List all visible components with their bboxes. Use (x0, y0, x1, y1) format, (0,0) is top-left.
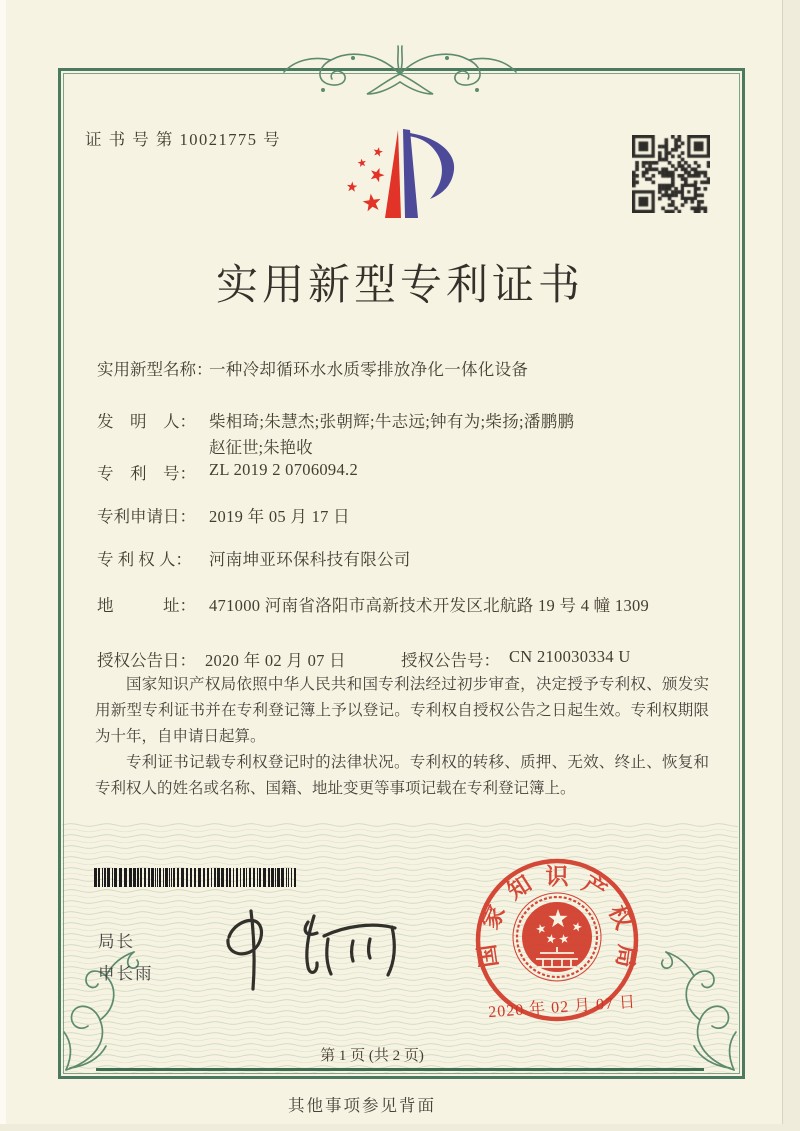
legal-text (95, 672, 709, 802)
grant-number-label: 授权公告号： (401, 651, 500, 670)
scan-edge-left (0, 0, 6, 1131)
field-label: 专利申请日： (97, 507, 196, 526)
field-value: 471000 河南省洛阳市高新技术开发区北航路 19 号 4 幢 1309 (209, 596, 650, 615)
field-label: 实用新型名称： (97, 360, 213, 379)
page-number: 第 1 页 (共 2 页) (320, 1048, 424, 1064)
logo-blue-bar (403, 129, 418, 218)
grant-date-row (97, 647, 346, 671)
barcode (94, 868, 300, 887)
field-label: 发 明 人： (97, 412, 196, 431)
field-row-patentee (97, 546, 411, 570)
field-label: 地 址： (97, 596, 196, 615)
certificate-title: 实用新型专利证书 (215, 263, 584, 309)
cnipa-logo-icon (340, 124, 470, 224)
seal-emblem (513, 893, 601, 981)
signer-name: 申长雨 (98, 965, 154, 983)
field-value-inventors-2: 赵征世;朱艳收 (209, 438, 313, 457)
field-row-patent-no (97, 460, 358, 484)
signature (205, 895, 405, 1000)
field-row-name (97, 356, 528, 380)
back-note: 其他事项参见背面 (288, 1096, 436, 1115)
grant-date-label: 授权公告日： (97, 651, 196, 670)
legal-paragraph-2: 专利证书记载专利权登记时的法律状况。专利权的转移、质押、无效、终止、恢复和专利权人的姓名或名称、国籍、地址变更等事项记载在专利登记簿上。 (95, 754, 709, 797)
top-ornament (283, 44, 517, 102)
qr-code (632, 135, 710, 213)
logo-stars (347, 147, 385, 211)
field-label: 专 利 号： (97, 464, 196, 483)
scan-edge-bottom (0, 1124, 800, 1131)
signer-title: 局长 (98, 933, 135, 951)
field-value: ZL 2019 2 0706094.2 (209, 460, 358, 479)
certificate-number: 证 书 号 第 10021775 号 (85, 130, 282, 149)
scan-edge-right (782, 0, 800, 1131)
field-row-filing-date (97, 503, 350, 527)
field-value: 柴相琦;朱慧杰;张朝辉;牛志远;钟有为;柴扬;潘鹏鹏 (209, 412, 575, 431)
logo-red-wedge (385, 130, 401, 218)
grant-number-value: CN 210030334 U (509, 647, 631, 666)
grant-number-row (401, 647, 631, 671)
field-value: 河南坤亚环保科技有限公司 (209, 550, 411, 569)
seal-date: 2020 年 02 月 07 日 (487, 993, 637, 1022)
grant-date-value: 2020 年 02 月 07 日 (205, 651, 346, 670)
seal-org-text: 国家知识产权局 (474, 864, 640, 970)
field-row-inventors (97, 408, 574, 432)
legal-paragraph-1: 国家知识产权局依照中华人民共和国专利法经过初步审查，决定授予专利权、颁发实用新型专利证书并在专利登记簿上予以登记。专利权自授权公告之日起生效。专利权期限为十年，自申请日起算。 (95, 676, 709, 745)
field-label: 专 利 权 人： (97, 550, 192, 569)
field-row-address (97, 592, 649, 616)
field-value: 一种冷却循环水水质零排放净化一体化设备 (209, 360, 529, 379)
field-value: 2019 年 05 月 17 日 (209, 507, 350, 526)
